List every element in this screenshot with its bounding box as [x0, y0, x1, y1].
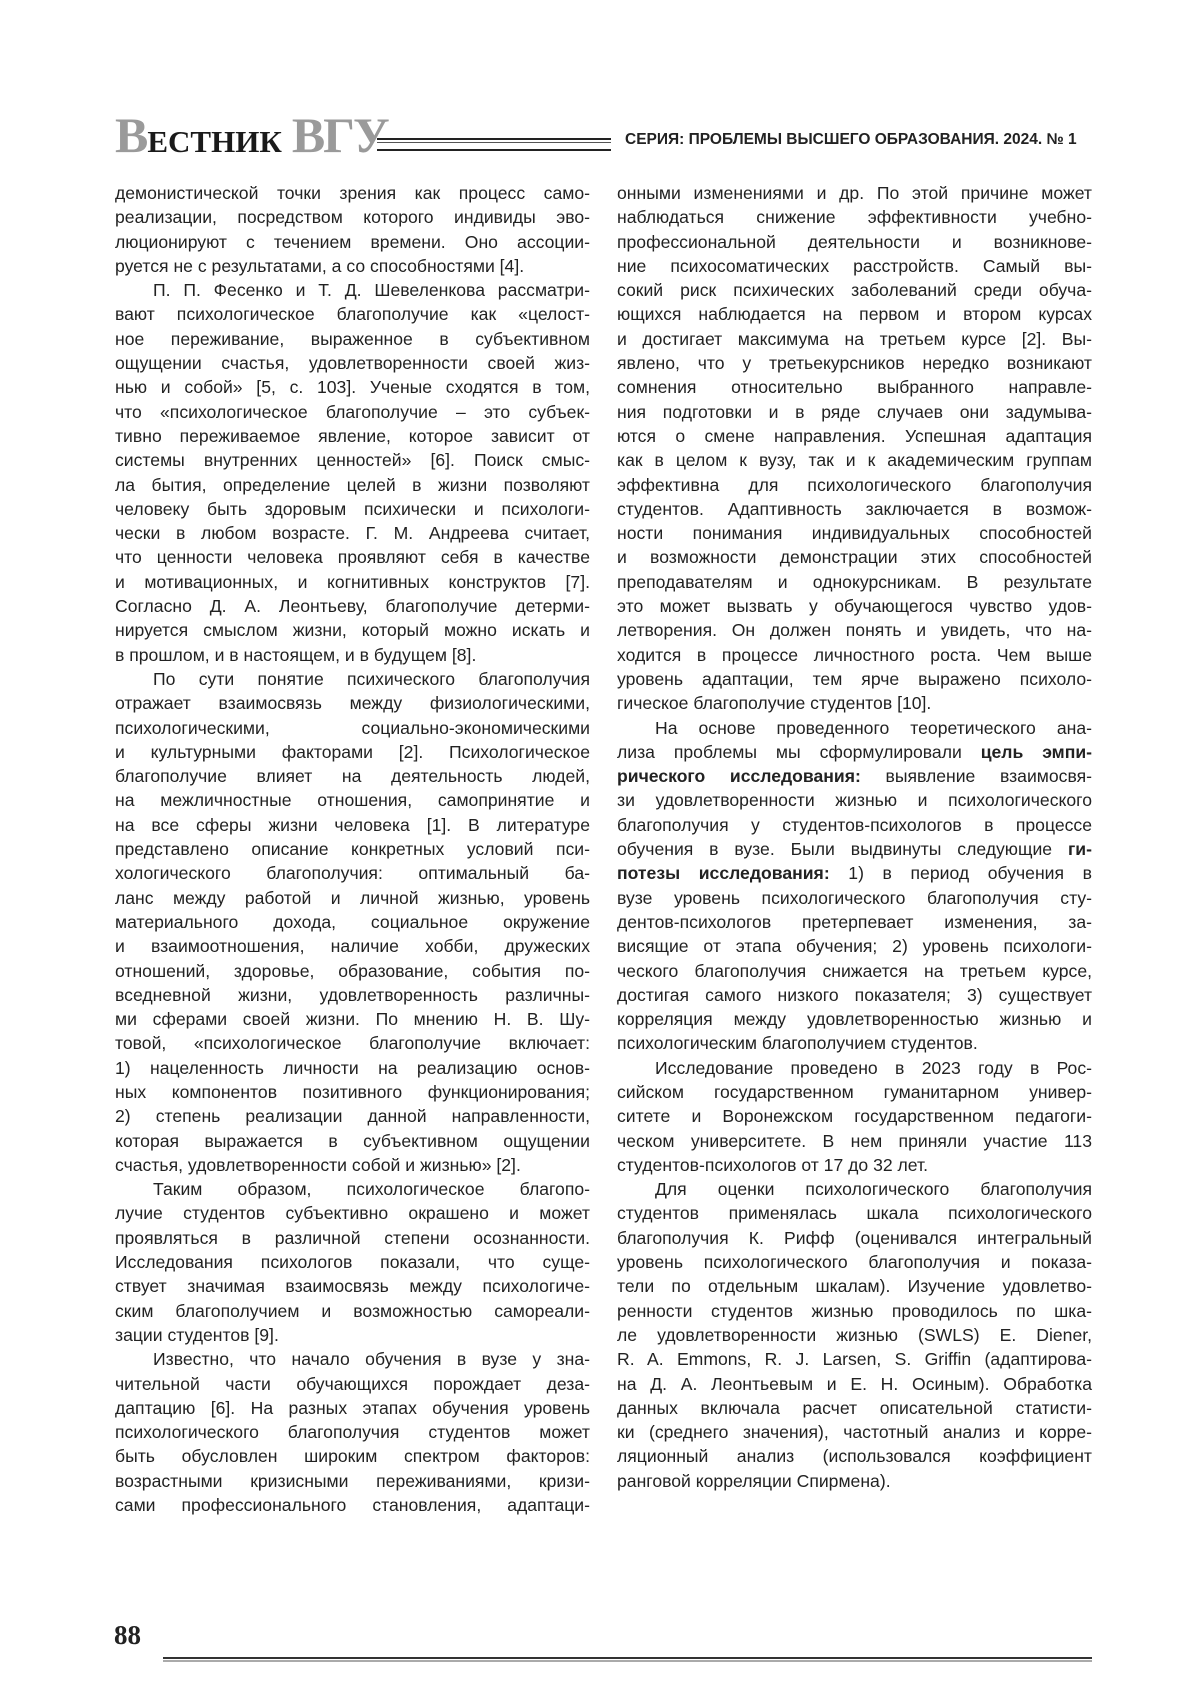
journal-logo	[115, 110, 388, 173]
bold-text: потезы исследования:	[617, 863, 830, 883]
text-line: возрастными кризисными переживаниями, кризи-	[115, 1469, 590, 1493]
text-line: профессиональной деятельности и возникнове-	[617, 230, 1092, 254]
text-line: которая выражается в субъективном ощущении	[115, 1129, 590, 1153]
page-number: 88	[114, 1620, 141, 1651]
text-line: благополучия у студентов-психологов в процессе	[617, 813, 1092, 837]
bold-text: ги-	[1068, 839, 1092, 859]
text-line: ходится в процессе личностного роста. Чем выше	[617, 643, 1092, 667]
text-line: ных компонентов позитивного функционирования;	[115, 1080, 590, 1104]
text-line: отношений, здоровье, образование, события по-	[115, 959, 590, 983]
text-line: руется не с результатами, а со способностями [4].	[115, 254, 590, 278]
text-line: отражает взаимосвязь между физиологическими,	[115, 691, 590, 715]
text-line: психологическим благополучием студентов.	[617, 1031, 1092, 1055]
text-line: наблюдаться снижение эффективности учебно-	[617, 205, 1092, 229]
text-line: вседневной жизни, удовлетворенность различны-	[115, 983, 590, 1007]
text-line: лучие студентов субъективно окрашено и может	[115, 1201, 590, 1225]
text-line: зи удовлетворенности жизнью и психологического	[617, 788, 1092, 812]
text-line: вают психологическое благополучие как «целост-	[115, 302, 590, 326]
text-line: человеку быть здоровым психически и психологи-	[115, 497, 590, 521]
text-line: ности понимания индивидуальных способностей	[617, 521, 1092, 545]
text-line: и достигает максимума на третьем курсе [2]. Вы-	[617, 327, 1092, 351]
text-line: чески в любом возрасте. Г. М. Андреева считает,	[115, 521, 590, 545]
text-line: ствует значимая взаимосвязь между психологиче-	[115, 1274, 590, 1298]
text-line: висящие от этапа обучения; 2) уровень психологи-	[617, 934, 1092, 958]
text-line: уровень психологического благополучия и показа-	[617, 1250, 1092, 1274]
text-line: студентов. Адаптивность заключается в возмож-	[617, 497, 1092, 521]
text-line: хологического благополучия: оптимальный ба-	[115, 861, 590, 885]
text-line: ющихся наблюдается на первом и втором курсах	[617, 302, 1092, 326]
footer-rule	[163, 1657, 1092, 1659]
text-line: ранговой корреляции Спирмена).	[617, 1469, 1092, 1493]
text-line: что ценности человека проявляют себя в качестве	[115, 545, 590, 569]
text-line: эффективна для психологического благополучия	[617, 473, 1092, 497]
text-line: сомнения относительно выбранного направле-	[617, 375, 1092, 399]
text-line: ми сферами своей жизни. По мнению Н. В. Шу-	[115, 1007, 590, 1031]
text-line: сокий риск психических заболеваний среди обуча-	[617, 278, 1092, 302]
text-line: Согласно Д. А. Леонтьеву, благополучие детерми-	[115, 594, 590, 618]
text-line: дентов-психологов претерпевает изменения, за-	[617, 910, 1092, 934]
text-column-left	[115, 181, 590, 1517]
text-line: товой, «психологическое благополучие включает:	[115, 1031, 590, 1055]
text-line: счастья, удовлетворенности собой и жизнью» [2].	[115, 1153, 590, 1177]
header-rule	[377, 138, 611, 151]
text-line: психологического благополучия студентов может	[115, 1420, 590, 1444]
text-line: благополучия К. Рифф (оценивался интегральный	[617, 1226, 1092, 1250]
text-line: тели по отдельным шкалам). Изучение удовлетво-	[617, 1274, 1092, 1298]
text-line: и культурными факторами [2]. Психологическое	[115, 740, 590, 764]
text-line: даптацию [6]. На разных этапах обучения уровень	[115, 1396, 590, 1420]
text-line	[617, 861, 1092, 885]
logo-word: ЕСТНИК	[147, 124, 281, 159]
text-line: нируется смыслом жизни, который можно искать и	[115, 618, 590, 642]
paragraph	[115, 667, 590, 1177]
text-line: на все сферы жизни человека [1]. В литературе	[115, 813, 590, 837]
text-line: данных включала расчет описательной статисти-	[617, 1396, 1092, 1420]
text-line: это может вызвать у обучающегося чувство удов-	[617, 594, 1092, 618]
text-line: психологическими, социально-экономическими	[115, 716, 590, 740]
text-line: проявляться в различной степени осознанности.	[115, 1226, 590, 1250]
text-line: Исследования психологов показали, что суще-	[115, 1250, 590, 1274]
paragraph	[617, 1056, 1092, 1177]
text-line: онными изменениями и др. По этой причине может	[617, 181, 1092, 205]
text-segment: обучения в вузе. Были выдвинуты следующие	[617, 839, 1068, 859]
text-line: R. A. Emmons, R. J. Larsen, S. Griffin (адаптирова-	[617, 1347, 1092, 1371]
text-line: ки (среднего значения), частотный анализ и корре-	[617, 1420, 1092, 1444]
text-line: представлено описание конкретных условий пси-	[115, 837, 590, 861]
text-line: нью и собой» [5, с. 103]. Ученые сходятся в том,	[115, 375, 590, 399]
text-line: На основе проведенного теоретического ана-	[617, 716, 1092, 740]
text-line: достигая самого низкого показателя; 3) существует	[617, 983, 1092, 1007]
paragraph	[115, 278, 590, 667]
bold-text: цель эмпи-	[981, 742, 1092, 762]
text-line: реализации, посредством которого индивиды эво-	[115, 205, 590, 229]
text-line: сами профессионального становления, адаптаци-	[115, 1493, 590, 1517]
text-line: Исследование проведено в 2023 году в Рос-	[617, 1056, 1092, 1080]
text-line: демонистической точки зрения как процесс само-	[115, 181, 590, 205]
text-line: Известно, что начало обучения в вузе у зна-	[115, 1347, 590, 1371]
paragraph	[115, 1347, 590, 1517]
paragraph	[115, 181, 590, 278]
text-line: 2) степень реализации данной направленности,	[115, 1104, 590, 1128]
text-line: студентов-психологов от 17 до 32 лет.	[617, 1153, 1092, 1177]
text-line: как в целом к вузу, так и к академическим группам	[617, 448, 1092, 472]
text-line: в прошлом, и в настоящем, и в будущем [8].	[115, 643, 590, 667]
text-line: ческом университете. В нем приняли участие 113	[617, 1129, 1092, 1153]
text-line: быть обусловлен широким спектром факторов:	[115, 1444, 590, 1468]
text-line: П. П. Фесенко и Т. Д. Шевеленкова рассматри-	[115, 278, 590, 302]
paragraph	[617, 1177, 1092, 1493]
text-line	[617, 837, 1092, 861]
text-line: благополучие влияет на деятельность людей,	[115, 764, 590, 788]
text-line: сийском государственном гуманитарном универ-	[617, 1080, 1092, 1104]
text-line	[617, 764, 1092, 788]
text-line: По сути понятие психического благополучия	[115, 667, 590, 691]
text-line: ситете и Воронежском государственном педагоги-	[617, 1104, 1092, 1128]
text-line: тивно переживаемое явление, которое зависит от	[115, 424, 590, 448]
text-line: чительной части обучающихся порождает деза-	[115, 1372, 590, 1396]
text-line: зации студентов [9].	[115, 1323, 590, 1347]
series-title: СЕРИЯ: ПРОБЛЕМЫ ВЫСШЕГО ОБРАЗОВАНИЯ. 2024. № 1	[625, 130, 1077, 150]
text-line: ляционный анализ (использовался коэффициент	[617, 1444, 1092, 1468]
text-line: 1) нацеленность личности на реализацию основ-	[115, 1056, 590, 1080]
text-line: ное переживание, выраженное в субъективном	[115, 327, 590, 351]
text-line: и мотивационных, и когнитивных конструктов [7].	[115, 570, 590, 594]
text-line: явлено, что у третьекурсников нередко возникают	[617, 351, 1092, 375]
text-line: ощущении счастья, удовлетворенности своей жиз-	[115, 351, 590, 375]
text-line: системы внутренних ценностей» [6]. Поиск смыс-	[115, 448, 590, 472]
text-line: ческого благополучия снижается на третьем курсе,	[617, 959, 1092, 983]
text-line: ются о смене направления. Успешная адаптация	[617, 424, 1092, 448]
text-line: летворения. Он должен понять и увидеть, что на-	[617, 618, 1092, 642]
text-line: корреляция между удовлетворенностью жизнью и	[617, 1007, 1092, 1031]
paragraph	[115, 1177, 590, 1347]
text-line: и взаимоотношения, наличие хобби, дружеских	[115, 934, 590, 958]
logo-vgu: ВГУ	[292, 107, 388, 163]
text-line: что «психологическое благополучие – это субъек-	[115, 400, 590, 424]
text-line: Для оценки психологического благополучия	[617, 1177, 1092, 1201]
text-line: материального дохода, социальное окружение	[115, 910, 590, 934]
logo-initial: В	[115, 107, 147, 163]
text-line: Таким образом, психологическое благопо-	[115, 1177, 590, 1201]
text-line: ние психосоматических расстройств. Самый вы-	[617, 254, 1092, 278]
text-segment: выявление взаимосвя-	[861, 766, 1092, 786]
text-line: вузе уровень психологического благополучия сту-	[617, 886, 1092, 910]
text-line: и возможности демонстрации этих способностей	[617, 545, 1092, 569]
text-line: ланс между работой и личной жизнью, уровень	[115, 886, 590, 910]
running-header	[115, 110, 1092, 160]
text-line	[617, 740, 1092, 764]
text-line: уровень адаптации, тем ярче выражено психоло-	[617, 667, 1092, 691]
text-line: ния подготовки и в ряде случаев они задумыва-	[617, 400, 1092, 424]
text-line: ренности студентов жизнью проводилось по шка-	[617, 1299, 1092, 1323]
paragraph	[617, 181, 1092, 716]
text-line: ле удовлетворенности жизнью (SWLS) E. Diener,	[617, 1323, 1092, 1347]
text-line: преподавателям и однокурсникам. В результате	[617, 570, 1092, 594]
text-line: люционируют с течением времени. Оно ассоции-	[115, 230, 590, 254]
text-line: ским благополучием и возможностью самореали-	[115, 1299, 590, 1323]
text-line: на межличностные отношения, самопринятие и	[115, 788, 590, 812]
text-column-right	[617, 181, 1092, 1493]
text-line: на Д. А. Леонтьевым и Е. Н. Осиным). Обработка	[617, 1372, 1092, 1396]
text-line: ла бытия, определение целей в жизни позволяют	[115, 473, 590, 497]
text-line: гическое благополучие студентов [10].	[617, 691, 1092, 715]
bold-text: рического исследования:	[617, 766, 861, 786]
text-segment: 1) в период обучения в	[830, 863, 1092, 883]
paragraph	[617, 716, 1092, 1056]
text-segment: лиза проблемы мы сформулировали	[617, 742, 981, 762]
text-line: студентов применялась шкала психологического	[617, 1201, 1092, 1225]
